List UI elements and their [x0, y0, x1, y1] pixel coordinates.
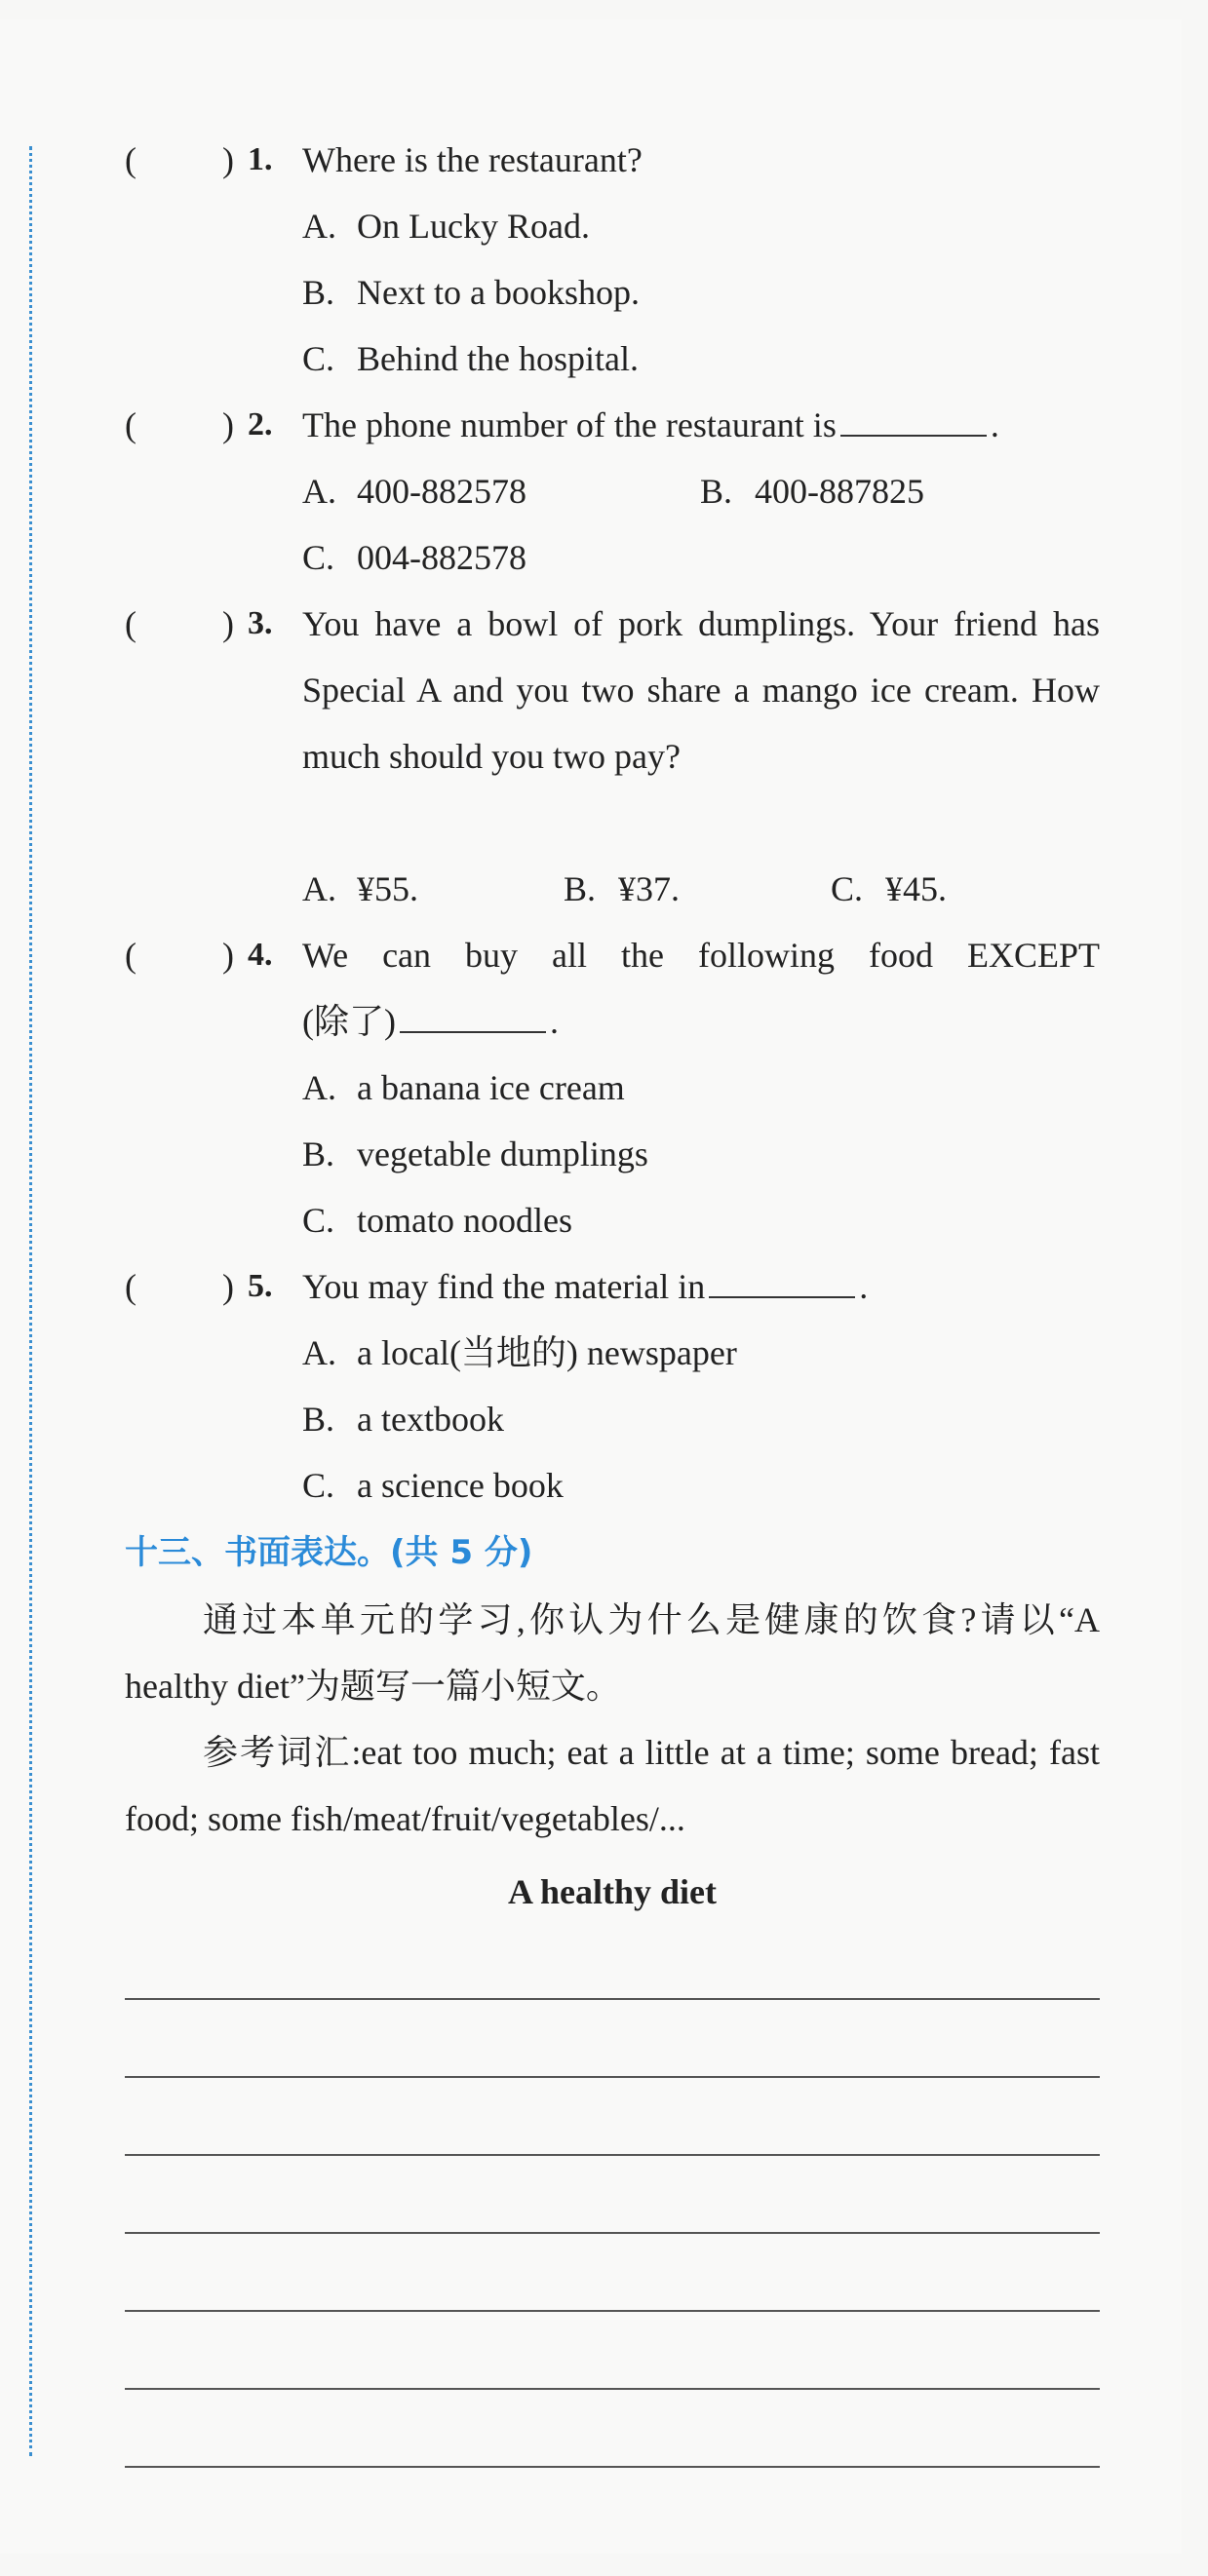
- writing-line[interactable]: [125, 2156, 1100, 2234]
- option-a: A. a banana ice cream: [302, 1068, 625, 1107]
- option-row: [125, 1187, 1100, 1253]
- question-text: The phone number of the restaurant is .: [302, 392, 1100, 458]
- fill-in-blank[interactable]: [400, 992, 546, 1033]
- question-4-continuation: [125, 988, 1100, 1055]
- option-a: A. a local(当地的) newspaper: [302, 1333, 737, 1372]
- option-c: C. ¥45.: [831, 869, 947, 908]
- bracket-right: ): [222, 936, 234, 975]
- option-row: [125, 1320, 1100, 1386]
- option-row: [125, 524, 1100, 591]
- reference-vocabulary: 参考词汇:eat too much; eat a little at a time; some bread; fast food; some fish/meat/fruit/vegetables/...: [125, 1733, 1100, 1838]
- worksheet-content: [125, 127, 1100, 2468]
- option-row: [125, 1055, 1100, 1121]
- option-row: [125, 326, 1100, 392]
- option-a: A. ¥55.: [302, 869, 418, 908]
- writing-line[interactable]: [125, 1922, 1100, 2000]
- section-heading: 十三、书面表达。(共 5 分): [125, 1533, 533, 1572]
- question-number: 3.: [248, 605, 273, 641]
- question-number: 2.: [248, 406, 273, 442]
- bracket-left: (: [125, 936, 136, 975]
- option-b: B. vegetable dumplings: [302, 1134, 648, 1173]
- writing-line[interactable]: [125, 2390, 1100, 2468]
- binding-dotted-line: [29, 146, 32, 2456]
- option-a: A. 400-882578: [302, 472, 526, 511]
- option-c: C. tomato noodles: [302, 1201, 572, 1240]
- option-row: [125, 259, 1100, 326]
- writing-prompt: 通过本单元的学习,你认为什么是健康的饮食?请以“A healthy diet”为题写一篇小短文。: [125, 1600, 1100, 1706]
- option-row: [125, 856, 1100, 922]
- option-b: B. Next to a bookshop.: [302, 273, 640, 312]
- option-row: [125, 1386, 1100, 1452]
- writing-lines: [125, 1922, 1100, 2468]
- option-a: A. On Lucky Road.: [302, 207, 590, 246]
- option-row: [125, 458, 1100, 524]
- option-c: C. a science book: [302, 1466, 564, 1505]
- bracket-right: ): [222, 405, 234, 444]
- question-text: You have a bowl of pork dumplings. Your friend has Special A and you two share a mango ice cream. How much should you two pay?: [302, 604, 1100, 776]
- question-text-line2: (除了) .: [302, 988, 559, 1055]
- option-b: B. ¥37.: [564, 869, 680, 908]
- bracket-right: ): [222, 604, 234, 643]
- question-number: 5.: [248, 1268, 273, 1304]
- question-text: We can buy all the following food EXCEPT: [302, 936, 1100, 975]
- question-4: [125, 922, 1100, 988]
- question-3: [125, 591, 1100, 856]
- question-text: Where is the restaurant?: [302, 140, 643, 179]
- fill-in-blank[interactable]: [840, 396, 987, 437]
- option-b: B. 400-887825: [700, 472, 924, 511]
- bracket-right: ): [222, 1267, 234, 1306]
- essay-title: A healthy diet: [507, 1872, 717, 1911]
- question-number: 1.: [248, 141, 273, 177]
- option-b: B. a textbook: [302, 1400, 504, 1439]
- option-row: [125, 1121, 1100, 1187]
- fill-in-blank[interactable]: [709, 1257, 855, 1298]
- bracket-left: (: [125, 140, 136, 179]
- writing-line[interactable]: [125, 2078, 1100, 2156]
- option-c: C. 004-882578: [302, 538, 526, 577]
- option-row: [125, 1452, 1100, 1519]
- bracket-left: (: [125, 1267, 136, 1306]
- question-number: 4.: [248, 937, 273, 973]
- question-1: [125, 127, 1100, 193]
- writing-line[interactable]: [125, 2312, 1100, 2390]
- bracket-left: (: [125, 604, 136, 643]
- bracket-left: (: [125, 405, 136, 444]
- option-c: C. Behind the hospital.: [302, 339, 639, 378]
- writing-line[interactable]: [125, 2000, 1100, 2078]
- question-text: You may find the material in .: [302, 1253, 1100, 1320]
- writing-line[interactable]: [125, 2234, 1100, 2312]
- question-2: [125, 392, 1100, 458]
- question-5: [125, 1253, 1100, 1320]
- bracket-right: ): [222, 140, 234, 179]
- option-row: [125, 193, 1100, 259]
